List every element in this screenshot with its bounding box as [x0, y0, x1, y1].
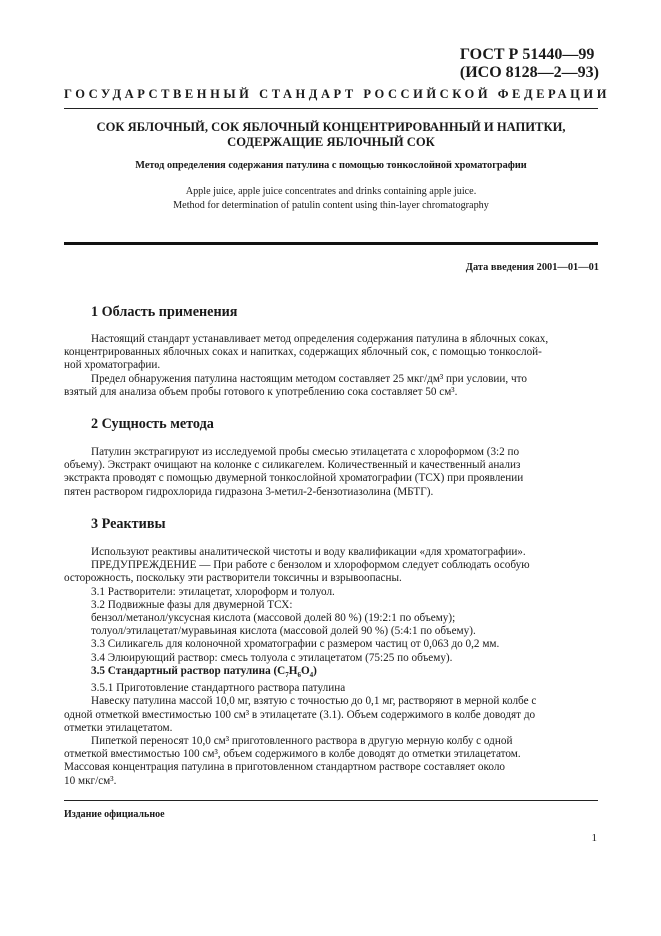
formula-prefix: 3.5 Стандартный раствор патулина (C [91, 664, 286, 677]
text-line: экстракта проводят с помощью двумерной тонкослойной хроматографии (ТСХ) при проявлении [64, 472, 524, 485]
header-divider [64, 108, 598, 109]
text-line: 3.3 Силикагель для колоночной хроматографии с размером частиц от 0,063 до 0,2 мм. [91, 638, 500, 651]
section1-body [64, 333, 598, 399]
formula-h-count: 6 [297, 671, 301, 680]
text-line: Используют реактивы аналитической чистоты и воду квалификации «для хроматографии». [91, 546, 526, 558]
document-title-line1: СОК ЯБЛОЧНЫЙ, СОК ЯБЛОЧНЫЙ КОНЦЕНТРИРОВАННЫЙ И НАПИТКИ, [96, 120, 566, 134]
section1-p2 [64, 372, 598, 399]
formula-c-count: 7 [285, 671, 289, 680]
text-line: одной отметкой вместимостью 100 см³ в этилацетате (3.1). Объем содержимого в колбе доводят до [64, 708, 536, 721]
title-divider [64, 242, 598, 245]
text-line: 3.5.1 Приготовление стандартного раствора патулина [91, 682, 346, 695]
english-title-line1: Apple juice, apple juice concentrates and drinks containing apple juice. [185, 186, 477, 197]
text-line: 10 мкг/см³. [64, 774, 117, 787]
text-line: Патулин экстрагируют из исследуемой пробы смесью этилацетата с хлороформом (3:2 по [91, 446, 520, 458]
warning-line: ПРЕДУПРЕЖДЕНИЕ — При работе с бензолом и хлороформом следует соблюдать особую [91, 559, 530, 572]
document-title-line2: СОДЕРЖАЩИЕ ЯБЛОЧНЫЙ СОК [227, 135, 435, 149]
text-line: концентрированных яблочных соках и напитках, содержащих яблочный сок, с помощью тонкослой- [64, 346, 542, 359]
state-standard-title: ГОСУДАРСТВЕННЫЙ СТАНДАРТ РОССИЙСКОЙ ФЕДЕРАЦИИ [64, 87, 610, 101]
english-title-line2: Method for determination of patulin content using thin-layer chromatography [173, 200, 489, 211]
english-title [64, 185, 598, 213]
text-line: 3.2 Подвижные фазы для двумерной ТСХ: [91, 598, 293, 611]
text-line: Пипеткой переносят 10,0 см³ приготовленного раствора в другую мерную колбу с одной [91, 735, 513, 748]
method-subtitle: Метод определения содержания патулина с помощью тонкослойной хроматографии [135, 160, 527, 171]
text-line: ной хроматографии. [64, 359, 161, 372]
document-title [64, 120, 598, 150]
footer-divider [64, 800, 598, 801]
text-line: 3.4 Элюирующий раствор: смесь толуола с этилацетатом (75:25 по объему). [91, 651, 453, 664]
subsection-3-5-heading [91, 665, 598, 682]
official-edition-label: Издание официальное [64, 809, 165, 820]
text-line: пятен раствором гидрохлорида гидразона 3-метил-2-бензотиазолина (МБТГ). [64, 485, 434, 498]
formula-h: H [288, 664, 298, 677]
text-line: отметки этилацетатом. [64, 721, 173, 734]
text-line: взятый для анализа объем пробы готового к употреблению сока составляет 50 см³. [64, 385, 458, 398]
introduction-date: Дата введения 2001—01—01 [465, 262, 599, 273]
iso-number: (ИСО 8128—2—93) [459, 64, 599, 81]
section3-body [64, 546, 598, 788]
section2-body [64, 446, 598, 499]
section3-heading: 3 Реактивы [91, 516, 166, 532]
text-line: 3.1 Растворители: этилацетат, хлороформ и толуол. [91, 585, 335, 598]
text-line: отметкой вместимостью 100 см³, объем содержимого в колбе доводят до отметки этилацетатом. [64, 748, 521, 761]
text-line: толуол/этилацетат/муравьиная кислота (массовой долей 90 %) (5:4:1 по объему). [91, 625, 476, 638]
gost-number: ГОСТ Р 51440—99 [459, 46, 595, 63]
text-line: Навеску патулина массой 10,0 мг, взятую с точностью до 0,1 мг, растворяют в мерной колбе с [91, 695, 537, 708]
section1-heading: 1 Область применения [91, 304, 238, 320]
section2-heading: 2 Сущность метода [91, 416, 214, 432]
text-line: объему). Экстракт очищают на колонке с силикагелем. Количественный и качественный анализ [64, 459, 521, 472]
formula-o-count: 4 [309, 671, 314, 680]
section1-p1 [64, 333, 598, 373]
section2-p1 [64, 446, 598, 499]
gost-code [460, 46, 599, 82]
text-line: бензол/метанол/уксусная кислота (массовой долей 80 %) (19:2:1 по объему); [91, 612, 456, 625]
formula-suffix: ) [313, 664, 317, 677]
text-line: Предел обнаружения патулина настоящим методом составляет 25 мкг/дм³ при условии, что [91, 372, 527, 385]
text-line: осторожность, поскольку эти растворители токсичны и взрывоопасны. [64, 572, 402, 585]
formula-o: O [300, 664, 310, 677]
page-number: 1 [591, 832, 597, 844]
text-line: Настоящий стандарт устанавливает метод определения содержания патулина в яблочных соках, [91, 333, 549, 345]
text-line: Массовая концентрация патулина в приготовленном стандартном растворе составляет около [64, 761, 505, 774]
